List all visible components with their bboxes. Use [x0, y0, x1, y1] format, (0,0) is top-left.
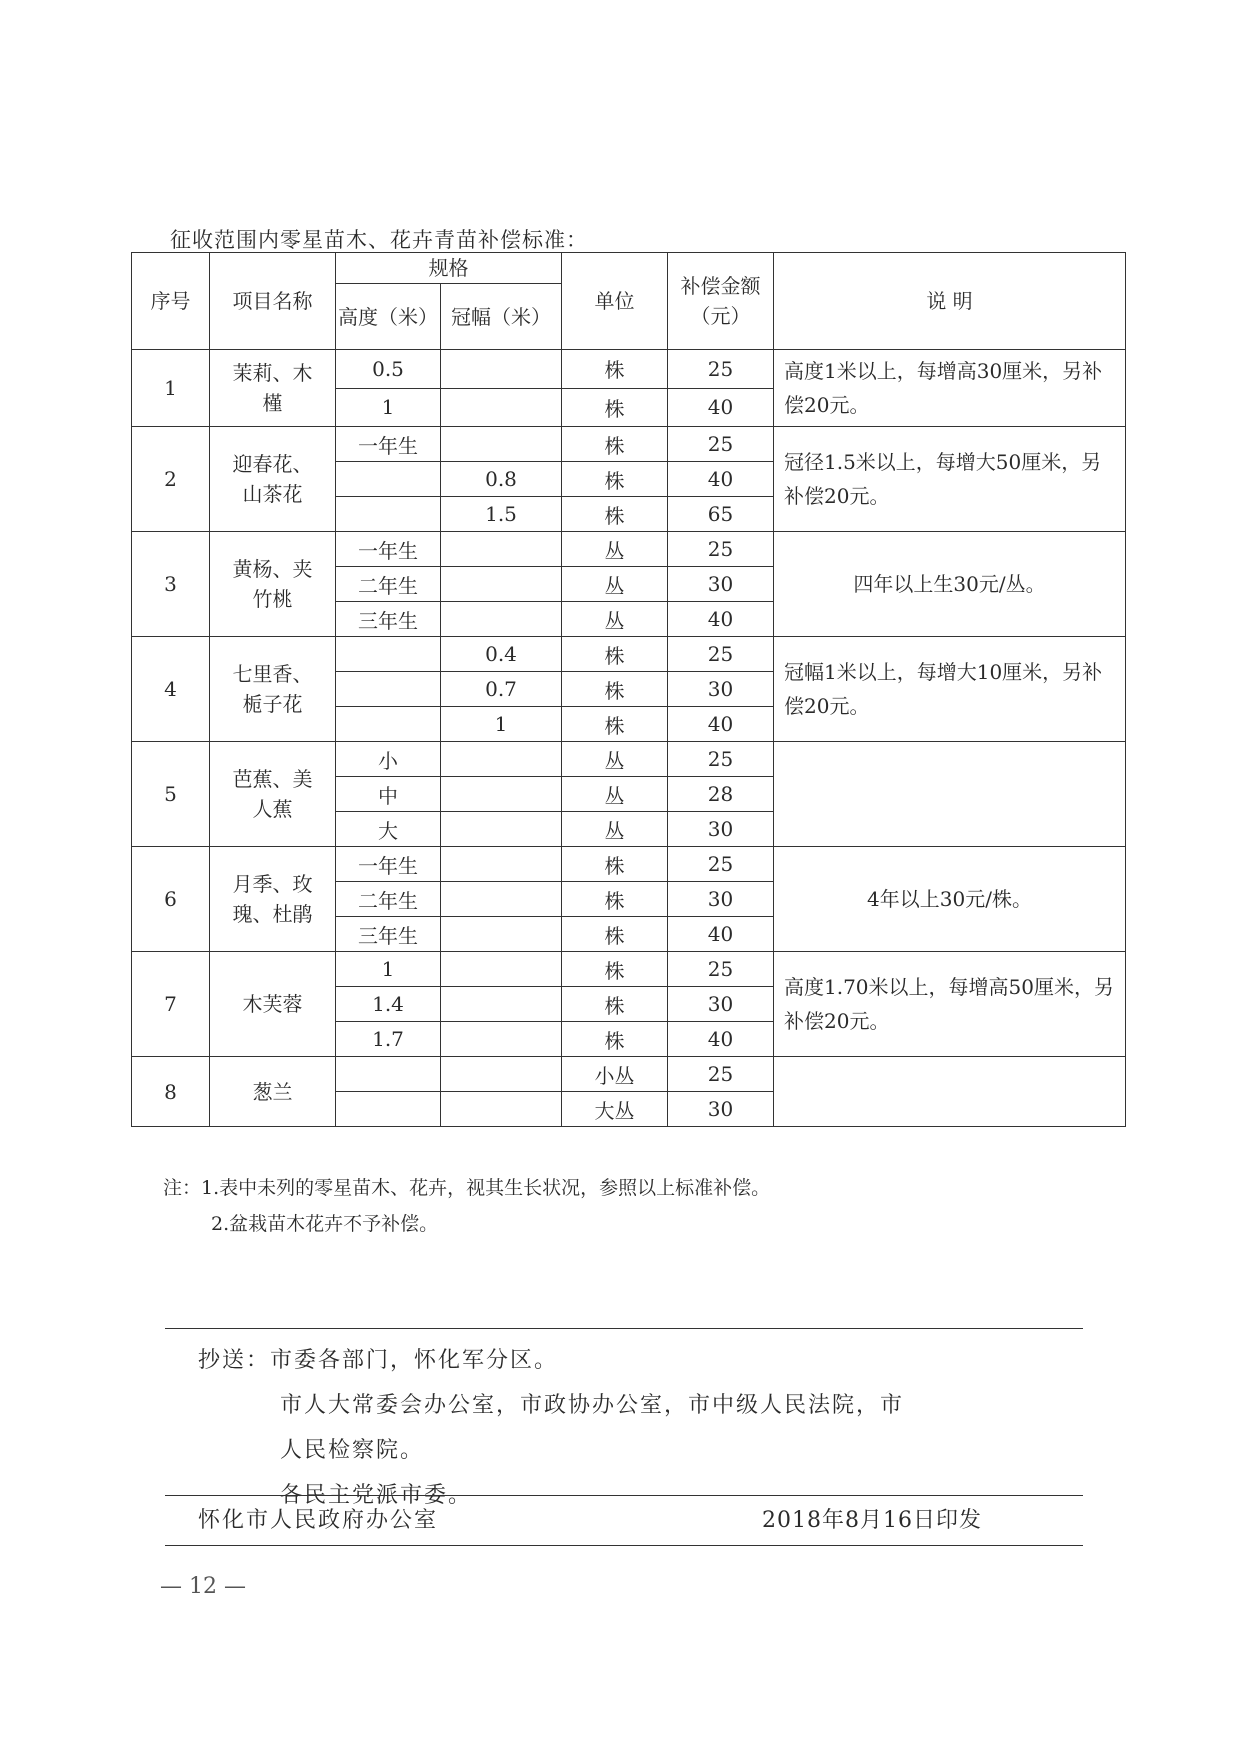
cell-unit: 株	[562, 917, 668, 952]
cell-unit: 株	[562, 427, 668, 462]
cell-amount: 25	[668, 350, 774, 389]
cell-seq: 2	[132, 427, 210, 532]
cell-unit: 丛	[562, 532, 668, 567]
cell-crown	[441, 388, 562, 427]
cell-height	[336, 497, 441, 532]
cell-crown	[441, 567, 562, 602]
note-line-2: 2.盆栽苗木花卉不予补偿。	[211, 1213, 439, 1235]
cell-crown	[441, 1092, 562, 1127]
header-spec: 规格	[336, 253, 562, 284]
table-row	[132, 427, 1126, 462]
cell-item-name: 葱兰	[210, 1057, 336, 1127]
cell-height: 小	[336, 742, 441, 777]
cell-crown	[441, 812, 562, 847]
header-note: 说 明	[774, 253, 1126, 350]
cell-item-name: 茉莉、木槿	[210, 350, 336, 427]
cell-amount: 40	[668, 1022, 774, 1057]
cell-height	[336, 462, 441, 497]
table-body	[132, 350, 1126, 1127]
cell-seq: 3	[132, 532, 210, 637]
cell-amount: 28	[668, 777, 774, 812]
cell-amount: 30	[668, 882, 774, 917]
table-notes	[163, 1170, 770, 1242]
cell-unit: 小丛	[562, 1057, 668, 1092]
cell-unit: 株	[562, 1022, 668, 1057]
divider-bottom	[165, 1545, 1083, 1546]
cell-crown	[441, 742, 562, 777]
cell-unit: 丛	[562, 742, 668, 777]
cell-note	[774, 1057, 1126, 1127]
page-number: — 12 —	[160, 1574, 246, 1599]
cell-unit: 株	[562, 987, 668, 1022]
cell-crown	[441, 350, 562, 389]
cell-unit: 丛	[562, 602, 668, 637]
header-amount: 补偿金额（元）	[668, 253, 774, 350]
cell-note	[774, 742, 1126, 847]
cell-note: 4年以上30元/株。	[774, 847, 1126, 952]
cell-crown: 1.5	[441, 497, 562, 532]
note-line-1: 注：1.表中未列的零星苗木、花卉，视其生长状况，参照以上标准补偿。	[163, 1177, 771, 1199]
cell-unit: 株	[562, 707, 668, 742]
cell-amount: 25	[668, 742, 774, 777]
divider-middle	[165, 1495, 1083, 1496]
table-row	[132, 1057, 1126, 1092]
table-row	[132, 742, 1126, 777]
cell-unit: 株	[562, 672, 668, 707]
issuer: 怀化市人民政府办公室	[198, 1508, 439, 1533]
cell-seq: 4	[132, 637, 210, 742]
cell-amount: 25	[668, 847, 774, 882]
cell-amount: 30	[668, 987, 774, 1022]
cc-line-2: 市人大常委会办公室，市政协办公室，市中级人民法院，市	[280, 1393, 905, 1418]
cell-item-name: 芭蕉、美人蕉	[210, 742, 336, 847]
table-row	[132, 847, 1126, 882]
table-row	[132, 532, 1126, 567]
cell-amount: 25	[668, 952, 774, 987]
cell-height: 一年生	[336, 427, 441, 462]
cell-height: 1	[336, 388, 441, 427]
cell-seq: 7	[132, 952, 210, 1057]
cell-height: 1.7	[336, 1022, 441, 1057]
cell-height	[336, 707, 441, 742]
header-seq: 序号	[132, 253, 210, 350]
cell-unit: 株	[562, 882, 668, 917]
cell-amount: 30	[668, 567, 774, 602]
cell-height	[336, 1092, 441, 1127]
cc-block	[198, 1338, 904, 1518]
cell-unit: 丛	[562, 567, 668, 602]
cc-line-3: 人民检察院。	[280, 1438, 425, 1463]
cell-unit: 株	[562, 637, 668, 672]
table-row	[132, 350, 1126, 389]
cell-crown	[441, 917, 562, 952]
cell-crown	[441, 847, 562, 882]
cell-height: 一年生	[336, 532, 441, 567]
cell-unit: 丛	[562, 812, 668, 847]
cell-amount: 30	[668, 812, 774, 847]
cell-amount: 40	[668, 602, 774, 637]
cell-crown: 0.8	[441, 462, 562, 497]
cell-seq: 6	[132, 847, 210, 952]
cell-unit: 株	[562, 497, 668, 532]
cell-amount: 25	[668, 427, 774, 462]
compensation-table	[131, 252, 1126, 1127]
cell-seq: 1	[132, 350, 210, 427]
cell-crown	[441, 427, 562, 462]
cell-amount: 30	[668, 672, 774, 707]
header-name: 项目名称	[210, 253, 336, 350]
cell-height: 三年生	[336, 917, 441, 952]
cell-amount: 40	[668, 462, 774, 497]
cell-amount: 25	[668, 637, 774, 672]
cell-height: 中	[336, 777, 441, 812]
cell-height	[336, 637, 441, 672]
cell-unit: 大丛	[562, 1092, 668, 1127]
cell-height: 二年生	[336, 567, 441, 602]
cell-amount: 40	[668, 917, 774, 952]
cell-amount: 65	[668, 497, 774, 532]
cell-note: 高度1.70米以上，每增高50厘米，另补偿20元。	[774, 952, 1126, 1057]
cell-height: 1	[336, 952, 441, 987]
table-caption: 征收范围内零星苗木、花卉青苗补偿标准：	[170, 228, 588, 252]
cell-item-name: 七里香、栀子花	[210, 637, 336, 742]
cell-height: 二年生	[336, 882, 441, 917]
cell-amount: 40	[668, 707, 774, 742]
cell-item-name: 月季、玫瑰、杜鹃	[210, 847, 336, 952]
cell-seq: 5	[132, 742, 210, 847]
cell-height: 大	[336, 812, 441, 847]
cell-item-name: 木芙蓉	[210, 952, 336, 1057]
cell-crown	[441, 777, 562, 812]
cell-crown	[441, 987, 562, 1022]
cell-note: 冠幅1米以上，每增大10厘米，另补偿20元。	[774, 637, 1126, 742]
cell-height: 0.5	[336, 350, 441, 389]
header-height: 高度（米）	[336, 284, 441, 350]
issue-date: 2018年8月16日印发	[762, 1508, 982, 1533]
header-crown: 冠幅（米）	[441, 284, 562, 350]
cell-height: 三年生	[336, 602, 441, 637]
cc-line-1: 抄送：市委各部门，怀化军分区。	[198, 1348, 559, 1373]
cell-crown: 1	[441, 707, 562, 742]
cell-note: 四年以上生30元/丛。	[774, 532, 1126, 637]
cell-unit: 丛	[562, 777, 668, 812]
cell-item-name: 迎春花、山茶花	[210, 427, 336, 532]
cc-line-4: 各民主党派市委。	[280, 1483, 473, 1508]
cell-height: 一年生	[336, 847, 441, 882]
cell-amount: 40	[668, 388, 774, 427]
cell-crown	[441, 1022, 562, 1057]
cell-height	[336, 1057, 441, 1092]
header-unit: 单位	[562, 253, 668, 350]
cell-crown: 0.4	[441, 637, 562, 672]
table-row	[132, 952, 1126, 987]
cell-crown	[441, 952, 562, 987]
cell-note: 冠径1.5米以上，每增大50厘米，另补偿20元。	[774, 427, 1126, 532]
cell-crown	[441, 532, 562, 567]
cell-unit: 株	[562, 847, 668, 882]
cell-seq: 8	[132, 1057, 210, 1127]
cell-item-name: 黄杨、夹竹桃	[210, 532, 336, 637]
cell-unit: 株	[562, 350, 668, 389]
cell-crown	[441, 1057, 562, 1092]
cell-unit: 株	[562, 388, 668, 427]
cell-amount: 25	[668, 1057, 774, 1092]
cell-crown	[441, 602, 562, 637]
cell-amount: 30	[668, 1092, 774, 1127]
cell-height: 1.4	[336, 987, 441, 1022]
cell-crown: 0.7	[441, 672, 562, 707]
cell-height	[336, 672, 441, 707]
cell-note: 高度1米以上，每增高30厘米，另补偿20元。	[774, 350, 1126, 427]
cell-amount: 25	[668, 532, 774, 567]
cell-crown	[441, 882, 562, 917]
cell-unit: 株	[562, 952, 668, 987]
divider-top	[165, 1328, 1083, 1329]
cell-unit: 株	[562, 462, 668, 497]
table-row	[132, 637, 1126, 672]
